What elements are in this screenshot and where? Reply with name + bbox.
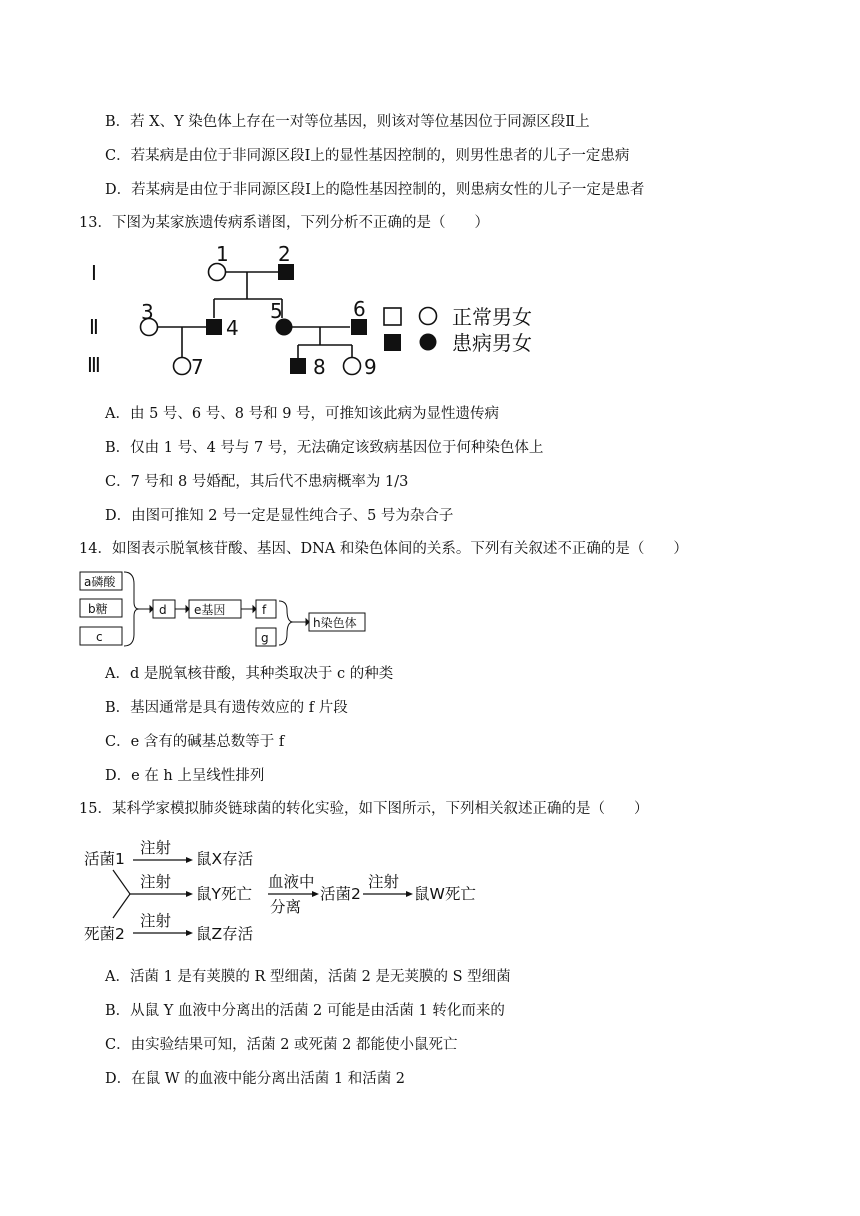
generation-2-label: Ⅱ bbox=[89, 315, 99, 339]
q15-option-d: D．在鼠 W 的血液中能分离出活菌 1 和活菌 2 bbox=[105, 1071, 406, 1087]
label-1: 1 bbox=[216, 242, 229, 266]
inject-label-4: 注射 bbox=[368, 873, 400, 891]
q15-stem: 15．某科学家模拟肺炎链球菌的转化实验，如下图所示，下列相关叙述正确的是（ ） bbox=[79, 801, 649, 817]
label-e: e基因 bbox=[194, 603, 226, 617]
legend-affected-text: 患病男女 bbox=[452, 331, 532, 355]
legend-normal-text: 正常男女 bbox=[452, 305, 532, 329]
label-6: 6 bbox=[353, 297, 366, 321]
inject-label-3: 注射 bbox=[140, 912, 172, 930]
q13-option-c: C．7 号和 8 号婚配，其后代不患病概率为 1/3 bbox=[105, 474, 409, 490]
q13-stem: 13．下图为某家族遗传病系谱图，下列分析不正确的是（ ） bbox=[79, 215, 489, 231]
q12-option-c: C．若某病是由位于非同源区段Ⅰ上的显性基因控制的，则男性患者的儿子一定患病 bbox=[105, 148, 630, 164]
generation-1-label: Ⅰ bbox=[91, 261, 97, 285]
dead-bacteria-2: 死菌2 bbox=[84, 925, 125, 943]
inject-label-2: 注射 bbox=[140, 873, 172, 891]
q12-option-b: B．若 X、Y 染色体上存在一对等位基因，则该对等位基因位于同源区段Ⅱ上 bbox=[105, 114, 590, 130]
q14-option-a: A．d 是脱氧核苷酸，其种类取决于 c 的种类 bbox=[105, 666, 394, 682]
generation-3-label: Ⅲ bbox=[87, 353, 101, 377]
label-a: a磷酸 bbox=[84, 575, 116, 589]
label-9: 9 bbox=[364, 355, 377, 379]
blood-label: 血液中 bbox=[268, 873, 315, 891]
q15-option-b: B．从鼠 Y 血液中分离出的活菌 2 可能是由活菌 1 转化而来的 bbox=[105, 1003, 505, 1019]
label-d: d bbox=[159, 603, 167, 617]
label-3: 3 bbox=[141, 300, 154, 324]
q15-option-c: C．由实验结果可知，活菌 2 或死菌 2 都能使小鼠死亡 bbox=[105, 1037, 458, 1053]
q14-option-c: C．e 含有的碱基总数等于 f bbox=[105, 734, 285, 750]
q12-option-d: D．若某病是由位于非同源区段Ⅰ上的隐性基因控制的，则患病女性的儿子一定是患者 bbox=[105, 182, 645, 198]
label-2: 2 bbox=[278, 242, 291, 266]
label-f: f bbox=[262, 603, 267, 617]
label-h: h染色体 bbox=[313, 616, 357, 630]
label-g: g bbox=[261, 631, 269, 645]
q14-stem: 14．如图表示脱氧核苷酸、基因、DNA 和染色体间的关系。下列有关叙述不正确的是（ ） bbox=[79, 541, 688, 557]
separate-label: 分离 bbox=[270, 898, 302, 916]
mouse-w-die: 鼠W死亡 bbox=[414, 885, 476, 903]
q14-option-b: B．基因通常是具有遗传效应的 f 片段 bbox=[105, 700, 348, 716]
mouse-z-survive: 鼠Z存活 bbox=[196, 925, 254, 943]
label-8: 8 bbox=[313, 355, 326, 379]
live-bacteria-2: 活菌2 bbox=[320, 885, 361, 903]
live-bacteria-1: 活菌1 bbox=[84, 850, 125, 868]
inject-label-1: 注射 bbox=[140, 839, 172, 857]
label-7: 7 bbox=[191, 355, 204, 379]
q13-option-d: D．由图可推知 2 号一定是显性纯合子、5 号为杂合子 bbox=[105, 508, 454, 524]
label-4: 4 bbox=[226, 316, 239, 340]
q13-option-b: B．仅由 1 号、4 号与 7 号，无法确定该致病基因位于何种染色体上 bbox=[105, 440, 544, 456]
label-5: 5 bbox=[270, 299, 283, 323]
q15-option-a: A．活菌 1 是有荚膜的 R 型细菌，活菌 2 是无荚膜的 S 型细菌 bbox=[105, 969, 511, 985]
label-c: c bbox=[96, 630, 103, 644]
mouse-y-die: 鼠Y死亡 bbox=[196, 885, 252, 903]
q13-option-a: A．由 5 号、6 号、8 号和 9 号，可推知该此病为显性遗传病 bbox=[105, 406, 500, 422]
mouse-x-survive: 鼠X存活 bbox=[196, 850, 254, 868]
label-b: b糖 bbox=[88, 602, 108, 616]
q14-option-d: D．e 在 h 上呈线性排列 bbox=[105, 768, 265, 784]
